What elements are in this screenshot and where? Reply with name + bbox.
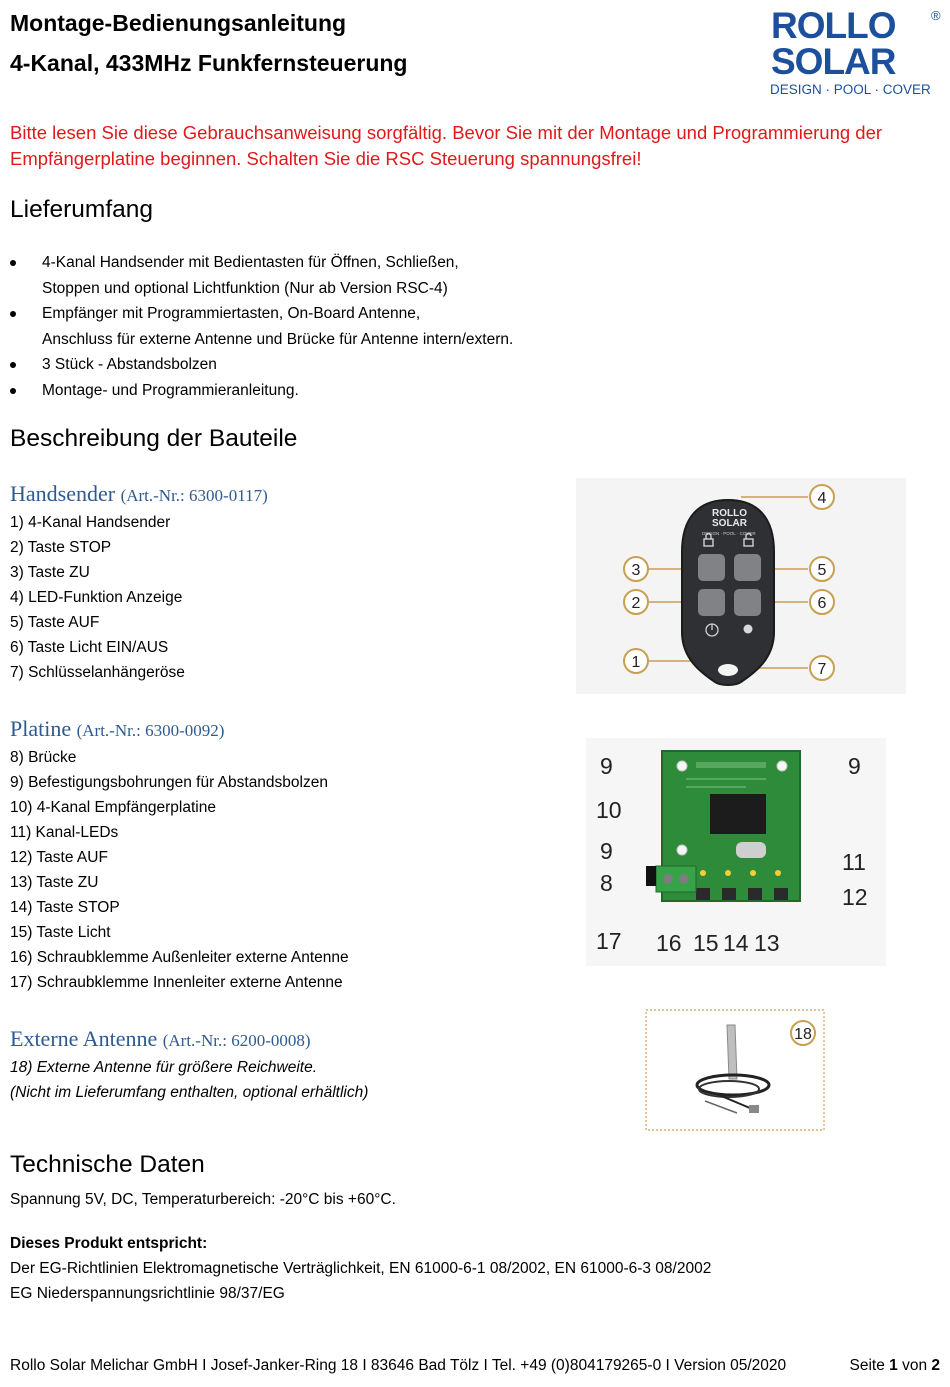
badge-label: 3 [631, 562, 641, 579]
list-item: 4) LED-Funktion Anzeige [10, 589, 183, 606]
tech-spec: Spannung 5V, DC, Temperaturbereich: -20°C bis +60°C. [10, 1191, 396, 1208]
button-zu[interactable] [698, 554, 725, 581]
list-item: 11) Kanal-LEDs [10, 824, 119, 841]
list-item: 4-Kanal Handsender mit Bedientasten für Öffnen, Schließen, Stoppen und optional Lichtfunktion (Nur ab Version RSC-4) [10, 250, 610, 301]
screw-terminal [656, 866, 696, 892]
list-item: 10) 4-Kanal Empfängerplatine [10, 799, 216, 816]
document-title-line1: Montage-Bedienungsanleitung [10, 10, 347, 36]
list-item: 3 Stück - Abstandsbolzen [10, 352, 610, 378]
logo-line2: SOLAR [771, 41, 896, 82]
page-number: Seite 1 von 2 [849, 1357, 940, 1374]
scope-list [10, 250, 610, 403]
section-heading-scope: Lieferumfang [10, 196, 154, 223]
antenna-image [645, 1009, 825, 1131]
footer-company: Rollo Solar Melichar GmbH I Josef-Janker-Ring 18 I 83646 Bad Tölz I Tel. +49 (0)804179265-0 I Version 05/2020 [10, 1357, 787, 1374]
list-item: 7) Schlüsselanhängeröse [10, 664, 185, 681]
button-stop[interactable] [698, 589, 725, 616]
subheading-platine: Platine (Art.-Nr.: 6300-0092) [10, 716, 225, 741]
list-item: 5) Taste AUF [10, 614, 100, 631]
callout-label: 17 [596, 928, 622, 954]
badge-label: 4 [817, 490, 827, 507]
bullet-icon [10, 388, 16, 394]
rollo-solar-logo [765, 6, 945, 98]
list-item: 15) Taste Licht [10, 924, 111, 941]
list-item: 13) Taste ZU [10, 874, 99, 891]
light-bulb-icon [744, 625, 753, 634]
subheading-handsender: Handsender (Art.-Nr.: 6300-0117) [10, 481, 268, 506]
list-item: 16) Schraubklemme Außenleiter externe Antenne [10, 949, 349, 966]
page-footer [10, 1357, 940, 1375]
conformity-line2: EG Niederspannungsrichtlinie 98/37/EG [10, 1285, 285, 1302]
safety-warning: Bitte lesen Sie diese Gebrauchsanweisung sorgfältig. Bevor Sie mit der Montage und Programmierung der Empfängerplatine beginnen. Schalten Sie die RSC Steuerung spannungsfrei! [10, 122, 883, 169]
badge-label: 7 [817, 661, 827, 678]
button-auf[interactable] [734, 554, 761, 581]
callout-label: 12 [842, 884, 868, 910]
antenne-description: 18) Externe Antenne für größere Reichweite. [10, 1059, 318, 1076]
svg-text:SOLAR: SOLAR [712, 518, 747, 529]
list-item: 17) Schraubklemme Innenleiter externe Antenne [10, 974, 343, 991]
handsender-parts-list [10, 510, 185, 685]
callout-label: 9 [600, 838, 613, 864]
bullet-icon [10, 362, 16, 368]
list-item: 8) Brücke [10, 749, 77, 766]
conformity-label: Dieses Produkt entspricht: [10, 1235, 208, 1252]
callout-label: 11 [842, 849, 866, 875]
list-item: 6) Taste Licht EIN/AUS [10, 639, 169, 656]
logo-tagline: DESIGN · POOL · COVER [770, 82, 931, 97]
badge-label: 6 [817, 595, 827, 612]
callout-label: 9 [600, 753, 613, 779]
badge-label: 18 [794, 1026, 812, 1043]
article-number: (Art.-Nr.: 6200-0008) [162, 1031, 311, 1050]
callout-label: 9 [848, 753, 861, 779]
button-licht[interactable] [734, 589, 761, 616]
antenne-note: (Nicht im Lieferumfang enthalten, optional erhältlich) [10, 1084, 369, 1101]
callout-label: 14 [723, 930, 749, 956]
list-item: 12) Taste AUF [10, 849, 108, 866]
list-item: 9) Befestigungsbohrungen für Abstandsbolzen [10, 774, 328, 791]
bullet-icon [10, 260, 16, 266]
document-title-line2: 4-Kanal, 433MHz Funkfernsteuerung [10, 50, 408, 76]
receiver-board-image [586, 738, 886, 966]
svg-text:DESIGN · POOL · COVER: DESIGN · POOL · COVER [702, 531, 756, 536]
list-item: 14) Taste STOP [10, 899, 120, 916]
section-heading-tech: Technische Daten [10, 1151, 205, 1178]
list-item: 3) Taste ZU [10, 564, 90, 581]
logo-line1: ROLLO [771, 6, 896, 46]
callout-label: 15 [693, 930, 719, 956]
badge-label: 5 [817, 562, 827, 579]
badge-label: 1 [631, 654, 641, 671]
article-number: (Art.-Nr.: 6300-0092) [76, 721, 225, 740]
svg-text:ROLLO: ROLLO [712, 508, 747, 519]
chip [710, 794, 766, 834]
list-item: 2) Taste STOP [10, 539, 112, 556]
conformity-line1: Der EG-Richtlinien Elektromagnetische Verträglichkeit, EN 61000-6-1 08/2002, EN 61000-6-3 08/2002 [10, 1260, 712, 1277]
callout-label: 13 [754, 930, 780, 956]
badge-label: 2 [631, 595, 641, 612]
subheading-antenne: Externe Antenne (Art.-Nr.: 6200-0008) [10, 1026, 311, 1051]
section-heading-components: Beschreibung der Bauteile [10, 425, 298, 452]
bullet-icon [10, 311, 16, 317]
article-number: (Art.-Nr.: 6300-0117) [120, 486, 268, 505]
list-item: Montage- und Programmieranleitung. [10, 378, 610, 404]
list-item: Empfänger mit Programmiertasten, On-Board Antenne, Anschluss für externe Antenne und Brücke für Antenne intern/extern. [10, 301, 610, 352]
logo-registered-mark: ® [931, 8, 941, 23]
list-item: 1) 4-Kanal Handsender [10, 514, 171, 531]
platine-parts-list [10, 745, 349, 995]
remote-control-image [576, 478, 906, 694]
callout-label: 10 [596, 797, 622, 823]
callout-label: 16 [656, 930, 682, 956]
callout-label: 8 [600, 870, 613, 896]
